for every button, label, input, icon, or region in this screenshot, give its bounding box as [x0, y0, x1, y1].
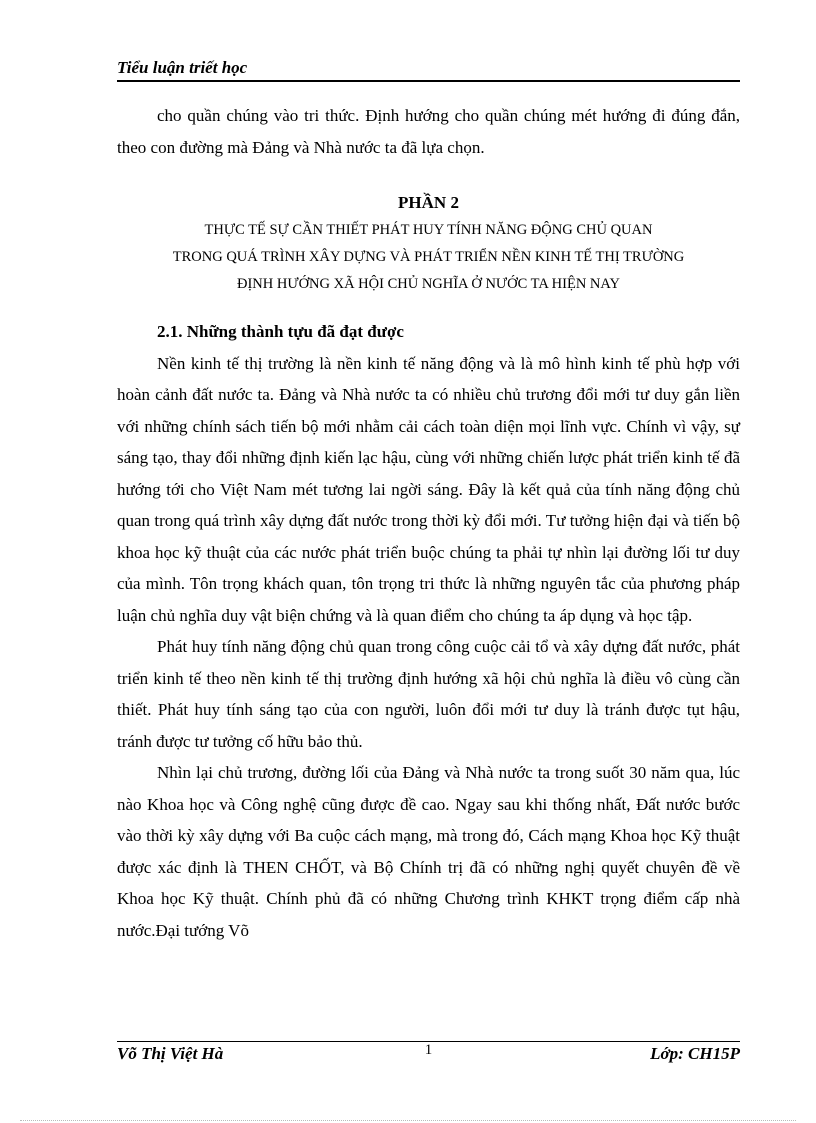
part-subtitle-line: THỰC TẾ SỰ CẦN THIẾT PHÁT HUY TÍNH NĂNG ĐỘNG CHỦ QUAN: [204, 222, 653, 238]
page-footer: [117, 1041, 740, 1070]
footer-class-label: Lớp: CH15P: [650, 1044, 740, 1063]
body-paragraph: Nền kinh tế thị trường là nền kinh tế năng động và là mô hình kinh tế phù hợp với hoàn cảnh đất nước ta. Đảng và Nhà nước ta có nhiều chủ trương đổi mới tư duy gắn liền với những chính sách tiến bộ mới nhằm cải cách toàn diện mọi lĩnh vực. Chính vì vậy, sự sáng tạo, thay đổi những định kiến lạc hậu, cùng với những chiến lược phát triển kinh tế đã hướng tới cho Việt Nam mét tương lai ngời sáng. Đây là kết quả của tính năng động chủ quan trong quá trình xây dựng đất nước trong thời kỳ đổi mới. Tư tưởng hiện đại và tiến bộ khoa học kỹ thuật của các nước phát triển buộc chúng ta phải tự nhìn lại đường lối tư duy của mình. Tôn trọng khách quan, tôn trọng tri thức là những nguyên tắc của phương pháp luận chủ nghĩa duy vật biện chứng và là quan điểm cho chúng ta áp dụng và học tập.: [117, 353, 740, 625]
header-title: Tiểu luận triết học: [117, 58, 248, 77]
page-number: 1: [424, 1042, 433, 1058]
part-subtitle: [117, 217, 740, 298]
footer-author: Võ Thị Việt Hà: [117, 1044, 224, 1063]
section-heading: 2.1. Những thành tựu đã đạt được: [157, 322, 404, 341]
part-subtitle-line: TRONG QUÁ TRÌNH XÂY DỰNG VÀ PHÁT TRIỂN NỀN KINH TẾ THỊ TRƯỜNG: [172, 249, 685, 265]
page-edge-divider: [20, 1120, 796, 1121]
body-paragraph: Phát huy tính năng động chủ quan trong công cuộc cải tổ và xây dựng đất nước, phát triển kinh tế theo nền kinh tế thị trường định hướng xã hội chủ nghĩa là điều vô cùng cần thiết. Phát huy tính sáng tạo của con người, luôn đổi mới tư duy là tránh được tụt hậu, tránh được tư tưởng cố hữu bảo thủ.: [117, 637, 740, 751]
page-header: [117, 58, 740, 82]
part-subtitle-line: ĐỊNH HƯỚNG XÃ HỘI CHỦ NGHĨA Ở NƯỚC TA HIỆN NAY: [236, 276, 621, 292]
part-title: PHẦN 2: [398, 193, 459, 212]
body-paragraph: Nhìn lại chủ trương, đường lối của Đảng và Nhà nước ta trong suốt 30 năm qua, lúc nào Khoa học và Công nghệ cũng được đề cao. Ngay sau khi thống nhất, Đất nước bước vào thời kỳ xây dựng với Ba cuộc cách mạng, mà trong đó, Cách mạng Khoa học Kỹ thuật được xác định là THEN CHỐT, và Bộ Chính trị đã có những nghị quyết chuyên đề về Khoa học Kỹ thuật. Chính phủ đã có những Chương trình KHKT trọng điểm cấp nhà nước.Đại tướng Võ: [117, 763, 740, 940]
document-body: [117, 100, 740, 946]
intro-paragraph: cho quần chúng vào tri thức. Định hướng cho quần chúng mét hướng đi đúng đắn, theo con đường mà Đảng và Nhà nước ta đã lựa chọn.: [117, 106, 740, 157]
